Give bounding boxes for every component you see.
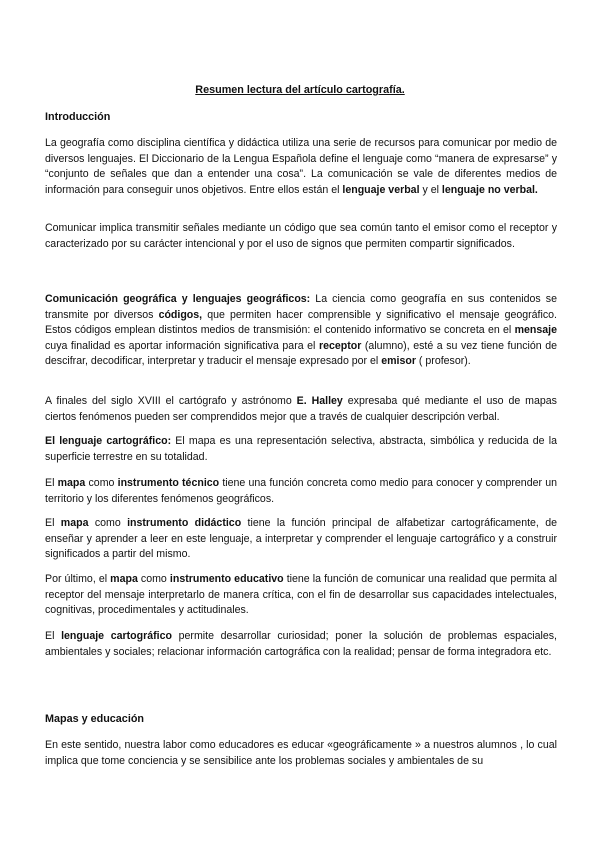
paragraph-instrumento-didactico: El mapa como instrumento didáctico tiene la función principal de alfabetizar cartográficamente, de enseñar y aprender a leer en este lenguaje, a interpretar y comprender el lenguaje cartográfico y a construir significados a partir del mismo. bbox=[45, 517, 558, 560]
paragraph-intro-1: La geografía como disciplina científica y didáctica utiliza una serie de recursos para comunicar por medio de diversos lenguajes. El Diccionario de la Lengua Española define el lenguaje como “manera de expresarse” y “conjunto de señales que dan a entender una cosa”. La comunicación se vale de diferentes medios de información para conseguir unos objetivos. Entre ellos están el lenguaje verbal y el lenguaje no verbal. bbox=[45, 137, 557, 196]
paragraph-mapas-educacion: En este sentido, nuestra labor como educadores es educar «geográficamente » a nuestros alumnos , lo cual implica que tome conciencia y se sensibilice ante los problemas sociales y ambientales de su bbox=[45, 739, 557, 767]
paragraph-halley: A finales del siglo XVIII el cartógrafo y astrónomo E. Halley expresaba qué mediante el uso de mapas ciertos fenómenos pueden ser comprendidos mejor que a través de cualquier descripción verbal. bbox=[45, 395, 557, 423]
paragraph-curiosidad: El lenguaje cartográfico permite desarrollar curiosidad; poner la solución de problemas espaciales, ambientales y sociales; relacionar información cartográfica con la realidad; pensar de forma integradora etc. bbox=[45, 630, 557, 658]
heading-mapas-educacion: Mapas y educación bbox=[45, 713, 145, 725]
paragraph-instrumento-tecnico: El mapa como instrumento técnico tiene una función concreta como medio para conocer y comprender un territorio y los diferentes fenómenos geográficos. bbox=[45, 477, 557, 505]
paragraph-instrumento-educativo: Por último, el mapa como instrumento educativo tiene la función de comunicar una realidad que permita al receptor del mensaje interpretarlo de manera crítica, con el fin de desarrollar sus capacidades intelectuales, cognitivas, procedimentales y actitudinales. bbox=[45, 573, 558, 616]
paragraph-intro-2: Comunicar implica transmitir señales mediante un código que sea común tanto el emisor como el receptor y caracterizado por su carácter intencional y por el uso de signos que permiten compartir significados. bbox=[45, 222, 557, 250]
heading-introduccion: Introducción bbox=[45, 111, 111, 123]
paragraph-lenguaje-cartografico: El lenguaje cartográfico: El mapa es una representación selectiva, abstracta, simbólica y reducida de la superficie terrestre en su totalidad. bbox=[45, 435, 557, 463]
paragraph-comunicacion: Comunicación geográfica y lenguajes geográficos: La ciencia como geografía en sus contenidos se transmite por diversos códigos, que permiten hacer comprensible y significativo el mensaje geográfico. Estos códigos emplean distintos medios de transmisión: el contenido informativo se concreta en el mensaje cuya finalidad es aportar información significativa para el receptor (alumno), esté a su vez tiene función de descifrar, decodificar, interpretar y traducir el mensaje expresado por el emisor ( profesor). bbox=[45, 293, 558, 367]
document-title: Resumen lectura del artículo cartografía. bbox=[195, 84, 405, 96]
